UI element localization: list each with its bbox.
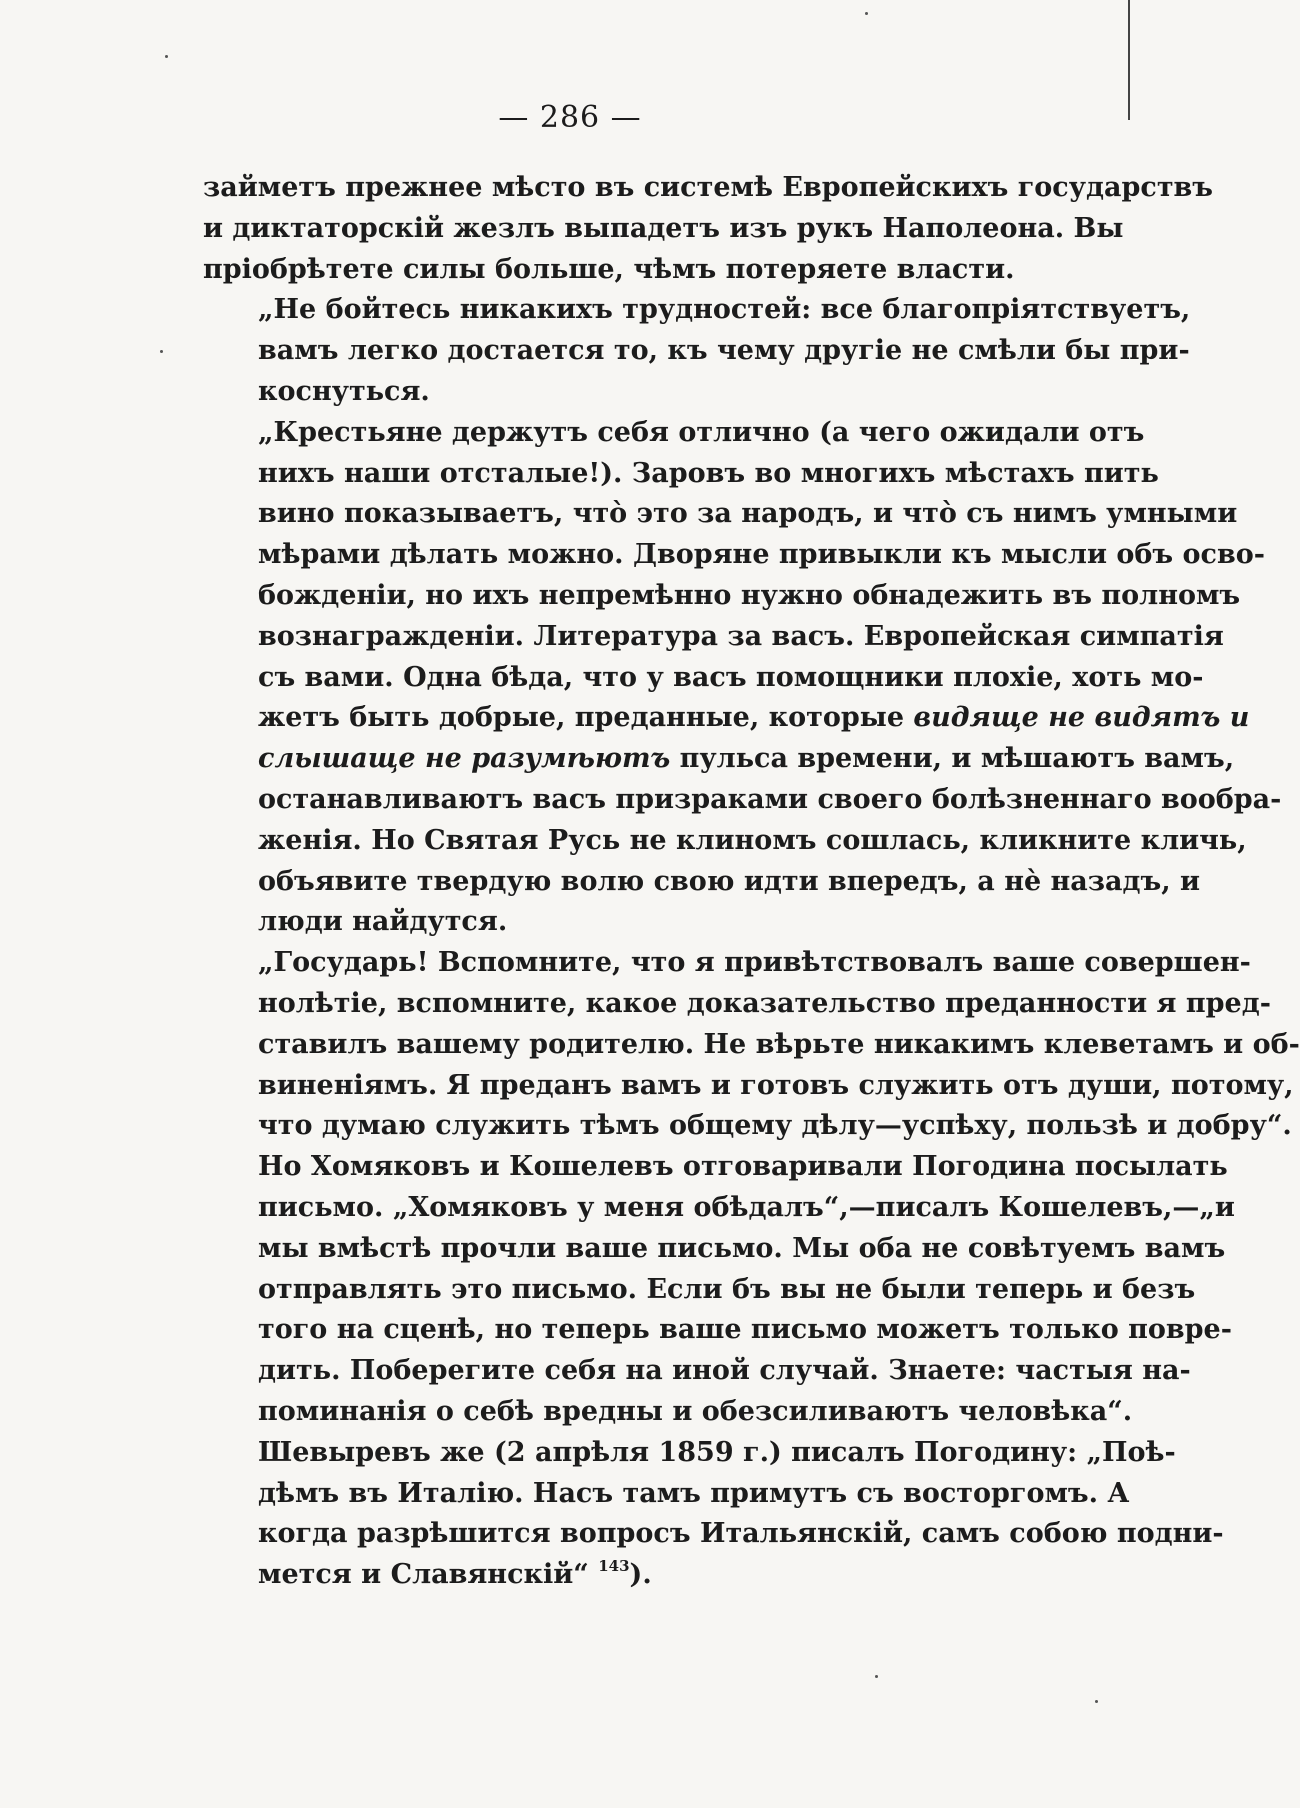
text-line: съ вами. Одна бѣда, что у васъ помощники плохіе, хоть мо- (258, 661, 1204, 693)
text-line: „Государь! Вспомните, что я привѣтствовалъ ваше совершен- (258, 947, 1251, 979)
page-number: — 286 — (498, 100, 642, 135)
text-segment: жетъ быть добрые, преданные, которые (258, 702, 904, 734)
text-line: вознагражденіи. Литература за васъ. Европейская симпатія (258, 620, 1224, 652)
text-line: когда разрѣшится вопросъ Итальянскій, самъ собою подни- (258, 1518, 1224, 1550)
text-line: что думаю служить тѣмъ общему дѣлу—успѣху, пользѣ и добру“. (258, 1110, 1292, 1142)
print-speck (160, 350, 163, 353)
text-line: дѣмъ въ Италію. Насъ тамъ примутъ съ восторгомъ. А (258, 1477, 1130, 1509)
text-line: „Не бойтесь никакихъ трудностей: все благопріятствуетъ, (258, 294, 1191, 326)
paragraph (203, 413, 1282, 943)
footnote-marker: 143 (598, 1557, 630, 1576)
text-line: люди найдутся. (258, 906, 508, 938)
text-line: объявите твердую волю свою идти впередъ, а нѐ назадъ, и (258, 865, 1201, 897)
text-line: останавливаютъ васъ призраками своего болѣзненнаго вообра- (258, 783, 1282, 815)
text-segment: ). (629, 1559, 652, 1591)
text-line: отправлять это письмо. Если бъ вы не были теперь и безъ (258, 1273, 1196, 1305)
text-line: и диктаторскій жезлъ выпадетъ изъ рукъ Наполеона. Вы (203, 212, 1124, 244)
print-speck (875, 1675, 878, 1678)
body-text (203, 168, 1300, 1596)
text-segment: пульса времени, и мѣшаютъ вамъ, (670, 743, 1235, 775)
text-line-mixed (203, 698, 1250, 739)
text-line: Шевыревъ же (2 апрѣля 1859 г.) писалъ Погодину: „Поѣ- (258, 1436, 1176, 1468)
text-line: вино показываетъ, что̀ это за народъ, и что̀ съ нимъ умными (258, 498, 1238, 530)
text-line: мѣрами дѣлать можно. Дворяне привыкли къ мысли объ осво- (258, 539, 1265, 571)
text-line: женія. Но Святая Русь не клиномъ сошлась, кликните кличь, (258, 824, 1247, 856)
text-line: коснуться. (258, 375, 430, 407)
text-line: „Крестьяне держутъ себя отлично (а чего ожидали отъ (258, 416, 1145, 448)
print-speck (1095, 1700, 1098, 1703)
paragraph (203, 943, 1300, 1147)
italic-phrase: видяще не видятъ и (913, 702, 1250, 734)
paragraph (203, 1147, 1235, 1433)
text-segment: мется и Славянскій“ (258, 1559, 589, 1591)
text-line: дить. Поберегите себя на иной случай. Знаете: частыя на- (258, 1355, 1191, 1387)
text-line: займетъ прежнее мѣсто въ системѣ Европейскихъ государствъ (203, 172, 1214, 203)
text-line: письмо. „Хомяковъ у меня обѣдалъ“,—писалъ Кошелевъ,—„и (258, 1191, 1235, 1223)
text-line: ставилъ вашему родителю. Не вѣрьте никакимъ клеветамъ и об- (258, 1028, 1300, 1060)
paragraph (203, 290, 1191, 412)
print-speck (165, 55, 168, 58)
text-line: виненіямъ. Я преданъ вамъ и готовъ служить отъ души, потому, (258, 1069, 1294, 1101)
text-line: пріобрѣтете силы больше, чѣмъ потеряете власти. (203, 253, 1015, 285)
text-line: вамъ легко достается то, къ чему другіе не смѣли бы при- (258, 335, 1190, 367)
text-line: нихъ наши отсталые!). Заровъ во многихъ мѣстахъ пить (258, 457, 1159, 489)
text-line: божденіи, но ихъ непремѣнно нужно обнадежить въ полномъ (258, 579, 1241, 611)
paragraph (203, 1433, 1224, 1596)
paragraph (203, 168, 1214, 290)
text-line-mixed (203, 739, 1235, 780)
text-line: мы вмѣстѣ прочли ваше письмо. Мы оба не совѣтуемъ вамъ (258, 1232, 1226, 1264)
print-speck (865, 12, 868, 15)
italic-phrase: слышаще не разумѣютъ (258, 743, 671, 775)
text-line-final (203, 1555, 1039, 1596)
text-line: Но Хомяковъ и Кошелевъ отговаривали Погодина посылать (258, 1151, 1228, 1183)
text-line: поминанія о себѣ вредны и обезсиливаютъ человѣка“. (258, 1395, 1133, 1427)
text-line: нолѣтіе, вспомните, какое доказательство преданности я пред- (258, 987, 1271, 1019)
text-line: того на сценѣ, но теперь ваше письмо можетъ только повре- (258, 1314, 1232, 1346)
